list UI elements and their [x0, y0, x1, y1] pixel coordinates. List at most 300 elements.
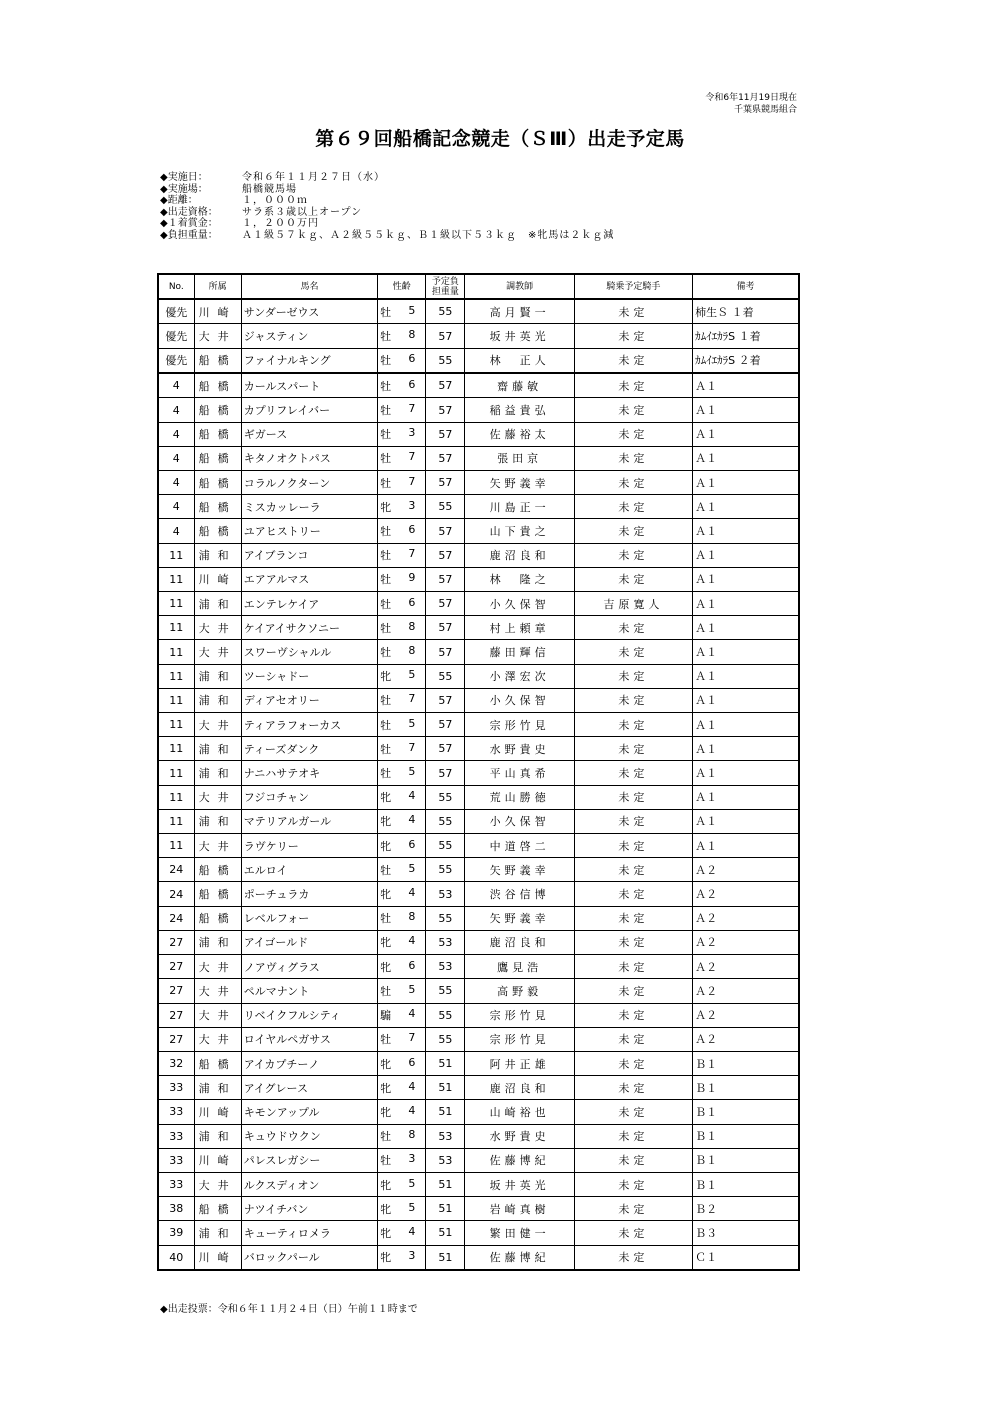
cell-remarks: Ａ１ — [693, 785, 799, 809]
cell-age: 4 — [408, 1103, 416, 1117]
table-row — [158, 1027, 799, 1051]
cell-sex: 牡 — [380, 718, 392, 732]
cell-age: 7 — [408, 740, 416, 754]
cell-affiliation: 船橋 — [194, 348, 241, 373]
cell-trainer: 鹿沼良和 — [465, 930, 574, 954]
header-weight-line2: 担重量 — [431, 286, 459, 297]
cell-sex-age — [378, 955, 426, 979]
cell-no: 27 — [158, 930, 194, 954]
cell-no: 11 — [158, 567, 194, 591]
cell-sex-age — [378, 1245, 426, 1270]
cell-remarks: Ａ２ — [693, 1027, 799, 1051]
cell-sex: 牝 — [380, 500, 392, 514]
cell-horse-name: レベルフォー — [241, 906, 377, 930]
cell-jockey: 未定 — [574, 640, 692, 664]
cell-remarks: Ｂ２ — [693, 1197, 799, 1221]
cell-sex-age — [378, 495, 426, 519]
cell-horse-name: バロックパール — [241, 1245, 377, 1270]
cell-jockey: 未定 — [574, 1027, 692, 1051]
cell-age: 5 — [408, 1200, 416, 1214]
cell-no: 11 — [158, 834, 194, 858]
cell-age: 9 — [408, 571, 416, 585]
cell-no: 33 — [158, 1076, 194, 1100]
cell-jockey: 未定 — [574, 809, 692, 833]
cell-remarks: Ｃ１ — [693, 1245, 799, 1270]
cell-sex-age — [378, 1027, 426, 1051]
cell-age: 8 — [408, 1128, 416, 1142]
cell-horse-name: ディアセオリー — [241, 688, 377, 712]
table-row — [158, 809, 799, 833]
cell-no: 11 — [158, 664, 194, 688]
cell-weight: 57 — [426, 543, 465, 567]
cell-no: 優先 — [158, 324, 194, 348]
cell-no: 11 — [158, 616, 194, 640]
cell-sex-age — [378, 324, 426, 348]
cell-affiliation: 浦和 — [194, 761, 241, 785]
cell-weight: 55 — [426, 1003, 465, 1027]
cell-jockey: 未定 — [574, 519, 692, 543]
cell-jockey: 未定 — [574, 834, 692, 858]
table-row — [158, 1148, 799, 1172]
cell-no: 4 — [158, 373, 194, 398]
table-row — [158, 640, 799, 664]
cell-remarks: Ａ１ — [693, 713, 799, 737]
cell-trainer: 矢野義幸 — [465, 906, 574, 930]
cell-trainer: 佐藤裕太 — [465, 422, 574, 446]
info-row-weight-rule — [160, 230, 614, 242]
cell-affiliation: 浦和 — [194, 664, 241, 688]
cell-trainer: 鷹見浩 — [465, 955, 574, 979]
cell-affiliation: 船橋 — [194, 882, 241, 906]
cell-weight: 51 — [426, 1221, 465, 1245]
cell-remarks: Ａ２ — [693, 930, 799, 954]
cell-trainer: 佐藤博紀 — [465, 1245, 574, 1270]
table-row — [158, 299, 799, 324]
cell-sex-age — [378, 1148, 426, 1172]
cell-sex: 牝 — [380, 791, 392, 805]
table-row — [158, 1124, 799, 1148]
cell-remarks: ｶﾑｲｴｶﾗS ２着 — [693, 348, 799, 373]
info-value: Ａ１級５７ｋｇ、Ａ２級５５ｋｇ、Ｂ１級以下５３ｋｇ ※牝馬は２ｋｇ減 — [242, 229, 615, 241]
table-row — [158, 471, 799, 495]
cell-jockey: 未定 — [574, 1051, 692, 1075]
cell-affiliation: 浦和 — [194, 688, 241, 712]
cell-no: 24 — [158, 882, 194, 906]
cell-sex: 牡 — [380, 646, 392, 660]
cell-trainer: 山崎裕也 — [465, 1100, 574, 1124]
cell-weight: 55 — [426, 858, 465, 882]
cell-age: 4 — [408, 1224, 416, 1238]
cell-age: 5 — [408, 716, 416, 730]
cell-no: 優先 — [158, 299, 194, 324]
cell-sex: 牡 — [380, 476, 392, 490]
cell-age: 6 — [408, 595, 416, 609]
cell-trainer: 藤田輝信 — [465, 640, 574, 664]
cell-no: 38 — [158, 1197, 194, 1221]
cell-sex: 牡 — [380, 305, 392, 319]
cell-no: 4 — [158, 446, 194, 470]
header-weight — [426, 274, 465, 299]
info-value: 船橋競馬場 — [242, 183, 297, 195]
cell-sex: 牝 — [380, 936, 392, 950]
cell-remarks: Ａ１ — [693, 761, 799, 785]
cell-horse-name: ペルマナント — [241, 979, 377, 1003]
cell-remarks: Ａ２ — [693, 955, 799, 979]
cell-age: 8 — [408, 644, 416, 658]
cell-jockey: 未定 — [574, 930, 692, 954]
cell-horse-name: キューティロメラ — [241, 1221, 377, 1245]
cell-sex-age — [378, 519, 426, 543]
header-remarks: 備考 — [693, 274, 799, 299]
cell-sex: 牡 — [380, 330, 392, 343]
info-label: ◆距離： — [160, 195, 198, 206]
cell-affiliation: 浦和 — [194, 543, 241, 567]
cell-weight: 57 — [426, 761, 465, 785]
cell-no: 11 — [158, 640, 194, 664]
cell-sex: 牡 — [380, 379, 392, 393]
cell-horse-name: キモンアップル — [241, 1100, 377, 1124]
cell-horse-name: ナニハサテオキ — [241, 761, 377, 785]
cell-sex-age — [378, 1124, 426, 1148]
cell-age: 7 — [408, 1031, 416, 1045]
cell-weight: 57 — [426, 737, 465, 761]
cell-sex-age — [378, 592, 426, 616]
table-row — [158, 1100, 799, 1124]
cell-no: 優先 — [158, 348, 194, 373]
cell-remarks: Ａ１ — [693, 543, 799, 567]
cell-sex-age — [378, 809, 426, 833]
cell-no: 11 — [158, 713, 194, 737]
cell-trainer: 渋谷信博 — [465, 882, 574, 906]
cell-jockey: 未定 — [574, 1148, 692, 1172]
cell-remarks: Ｂ１ — [693, 1148, 799, 1172]
cell-horse-name: アイブランコ — [241, 543, 377, 567]
race-info — [160, 172, 614, 241]
cell-age: 6 — [408, 377, 416, 391]
cell-no: 27 — [158, 1027, 194, 1051]
cell-affiliation: 大井 — [194, 834, 241, 858]
table-row — [158, 761, 799, 785]
cell-affiliation: 川崎 — [194, 1148, 241, 1172]
cell-affiliation: 大井 — [194, 1027, 241, 1051]
cell-horse-name: キュウドウクン — [241, 1124, 377, 1148]
cell-trainer: 小久保智 — [465, 809, 574, 833]
cell-age: 8 — [408, 910, 416, 924]
cell-sex: 牝 — [380, 1081, 392, 1095]
cell-weight: 51 — [426, 1245, 465, 1270]
cell-trainer: 小久保智 — [465, 592, 574, 616]
cell-jockey: 未定 — [574, 348, 692, 373]
cell-jockey: 未定 — [574, 543, 692, 567]
cell-trainer: 稲益貴弘 — [465, 398, 574, 422]
info-row-venue — [160, 184, 614, 196]
cell-remarks: Ｂ１ — [693, 1100, 799, 1124]
cell-affiliation: 川崎 — [194, 1100, 241, 1124]
cell-sex-age — [378, 373, 426, 398]
cell-horse-name: エルロイ — [241, 858, 377, 882]
table-row — [158, 955, 799, 979]
cell-sex: 牝 — [380, 1057, 392, 1071]
cell-age: 4 — [408, 1007, 416, 1021]
cell-affiliation: 浦和 — [194, 930, 241, 954]
cell-sex: 牡 — [380, 742, 392, 756]
table-row — [158, 373, 799, 398]
cell-weight: 55 — [426, 834, 465, 858]
cell-horse-name: アイゴールド — [241, 930, 377, 954]
table-row — [158, 785, 799, 809]
table-row — [158, 519, 799, 543]
cell-sex-age — [378, 299, 426, 324]
header-weight-line1: 予定負 — [431, 276, 459, 287]
cell-jockey: 未定 — [574, 1100, 692, 1124]
cell-jockey: 未定 — [574, 616, 692, 640]
cell-no: 4 — [158, 398, 194, 422]
cell-jockey: 未定 — [574, 1124, 692, 1148]
cell-weight: 51 — [426, 1100, 465, 1124]
cell-horse-name: リベイクフルシティ — [241, 1003, 377, 1027]
cell-affiliation: 大井 — [194, 640, 241, 664]
cell-remarks: Ａ１ — [693, 446, 799, 470]
footer-note: ◆出走投票：令和６年１１月２４日（日）午前１１時まで — [160, 1304, 418, 1315]
cell-horse-name: スワーヴシャルル — [241, 640, 377, 664]
cell-age: 7 — [408, 450, 416, 464]
cell-remarks: Ｂ１ — [693, 1124, 799, 1148]
header-trainer: 調教師 — [465, 274, 574, 299]
cell-jockey: 未定 — [574, 882, 692, 906]
cell-sex-age — [378, 567, 426, 591]
cell-weight: 55 — [426, 299, 465, 324]
cell-sex-age — [378, 1172, 426, 1196]
cell-no: 32 — [158, 1051, 194, 1075]
cell-remarks: Ａ１ — [693, 809, 799, 833]
cell-affiliation: 大井 — [194, 955, 241, 979]
table-row — [158, 324, 799, 348]
cell-sex: 牝 — [380, 960, 392, 974]
table-row — [158, 422, 799, 446]
cell-jockey: 未定 — [574, 1076, 692, 1100]
cell-horse-name: ラヴケリー — [241, 834, 377, 858]
cell-jockey: 未定 — [574, 785, 692, 809]
cell-trainer: 山下貴之 — [465, 519, 574, 543]
cell-sex-age — [378, 616, 426, 640]
cell-sex: 牡 — [380, 1154, 392, 1168]
cell-trainer: 小久保智 — [465, 688, 574, 712]
cell-sex: 牡 — [380, 597, 392, 611]
cell-jockey: 未定 — [574, 761, 692, 785]
cell-age: 5 — [408, 303, 416, 317]
cell-trainer: 小澤宏次 — [465, 664, 574, 688]
cell-remarks: Ａ１ — [693, 640, 799, 664]
cell-trainer: 矢野義幸 — [465, 471, 574, 495]
table-row — [158, 979, 799, 1003]
cell-weight: 57 — [426, 324, 465, 348]
page-title: 第６９回船橋記念競走（ＳⅢ）出走予定馬 — [315, 128, 685, 150]
cell-weight: 53 — [426, 1124, 465, 1148]
cell-age: 4 — [408, 886, 416, 900]
cell-jockey: 未定 — [574, 471, 692, 495]
cell-affiliation: 大井 — [194, 1003, 241, 1027]
info-label: ◆負担重量： — [160, 229, 218, 241]
table-row — [158, 1172, 799, 1196]
cell-affiliation: 大井 — [194, 324, 241, 348]
cell-jockey: 未定 — [574, 955, 692, 979]
cell-sex: 牝 — [380, 1251, 392, 1265]
cell-age: 4 — [408, 813, 416, 827]
cell-horse-name: カールスパート — [241, 373, 377, 398]
table-row — [158, 543, 799, 567]
cell-sex-age — [378, 1003, 426, 1027]
cell-jockey: 未定 — [574, 1245, 692, 1270]
cell-jockey: 未定 — [574, 737, 692, 761]
info-label: ◆実施場： — [160, 183, 208, 195]
cell-sex-age — [378, 882, 426, 906]
cell-age: 4 — [408, 934, 416, 948]
table-row — [158, 1197, 799, 1221]
cell-no: 11 — [158, 761, 194, 785]
cell-jockey: 未定 — [574, 422, 692, 446]
cell-trainer: 高野毅 — [465, 979, 574, 1003]
cell-trainer: 宗形竹見 — [465, 713, 574, 737]
cell-sex: 牡 — [380, 452, 392, 466]
cell-horse-name: ユアヒストリー — [241, 519, 377, 543]
cell-trainer: 平山真希 — [465, 761, 574, 785]
cell-sex: 牡 — [380, 428, 392, 442]
cell-horse-name: フジコチャン — [241, 785, 377, 809]
cell-affiliation: 大井 — [194, 1172, 241, 1196]
cell-trainer: 岩崎真樹 — [465, 1197, 574, 1221]
cell-horse-name: ノアヴィグラス — [241, 955, 377, 979]
cell-age: 6 — [408, 1055, 416, 1069]
cell-sex: 牡 — [380, 984, 392, 998]
cell-horse-name: ティーズダンク — [241, 737, 377, 761]
cell-affiliation: 浦和 — [194, 1076, 241, 1100]
cell-no: 27 — [158, 955, 194, 979]
cell-remarks: Ａ１ — [693, 567, 799, 591]
cell-weight: 57 — [426, 640, 465, 664]
cell-affiliation: 川崎 — [194, 299, 241, 324]
cell-trainer: 坂井英光 — [465, 1172, 574, 1196]
cell-no: 39 — [158, 1221, 194, 1245]
cell-trainer: 中道啓二 — [465, 834, 574, 858]
cell-no: 33 — [158, 1124, 194, 1148]
cell-trainer: 張田京 — [465, 446, 574, 470]
cell-remarks: Ｂ１ — [693, 1076, 799, 1100]
cell-trainer: 水野貴史 — [465, 1124, 574, 1148]
cell-horse-name: ケイアイサクソニー — [241, 616, 377, 640]
cell-remarks: Ｂ１ — [693, 1172, 799, 1196]
cell-no: 4 — [158, 422, 194, 446]
cell-no: 4 — [158, 471, 194, 495]
table-row — [158, 906, 799, 930]
cell-weight: 55 — [426, 979, 465, 1003]
cell-remarks: Ａ２ — [693, 858, 799, 882]
cell-jockey: 未定 — [574, 664, 692, 688]
cell-sex: 牡 — [380, 863, 392, 877]
cell-jockey: 未定 — [574, 858, 692, 882]
cell-affiliation: 船橋 — [194, 398, 241, 422]
cell-affiliation: 大井 — [194, 616, 241, 640]
cell-remarks: Ａ２ — [693, 1003, 799, 1027]
cell-no: 11 — [158, 737, 194, 761]
cell-sex-age — [378, 979, 426, 1003]
cell-affiliation: 浦和 — [194, 592, 241, 616]
cell-affiliation: 船橋 — [194, 858, 241, 882]
cell-weight: 57 — [426, 713, 465, 737]
cell-trainer: 村上頼章 — [465, 616, 574, 640]
cell-remarks: Ａ１ — [693, 616, 799, 640]
cell-trainer: 阿井正雄 — [465, 1051, 574, 1075]
cell-no: 11 — [158, 688, 194, 712]
cell-age: 3 — [408, 426, 416, 440]
header-sex-age: 性齢 — [378, 274, 426, 299]
cell-age: 7 — [408, 474, 416, 488]
cell-weight: 57 — [426, 398, 465, 422]
cell-affiliation: 浦和 — [194, 737, 241, 761]
cell-affiliation: 浦和 — [194, 1124, 241, 1148]
cell-sex: 牡 — [380, 1033, 392, 1047]
cell-sex-age — [378, 446, 426, 470]
cell-trainer: 矢野義幸 — [465, 858, 574, 882]
cell-no: 11 — [158, 592, 194, 616]
cell-weight: 55 — [426, 664, 465, 688]
info-value: １，２００万円 — [242, 218, 319, 229]
cell-jockey: 吉原寛人 — [574, 592, 692, 616]
cell-sex-age — [378, 1076, 426, 1100]
cell-sex-age — [378, 422, 426, 446]
cell-sex-age — [378, 1051, 426, 1075]
cell-sex: 牡 — [380, 549, 392, 563]
cell-no: 33 — [158, 1100, 194, 1124]
cell-remarks: Ｂ１ — [693, 1051, 799, 1075]
cell-remarks: ｶﾑｲｴｶﾗS １着 — [693, 324, 799, 348]
cell-horse-name: カプリフレイバー — [241, 398, 377, 422]
cell-age: 4 — [408, 1079, 416, 1093]
cell-horse-name: パレスレガシー — [241, 1148, 377, 1172]
cell-age: 3 — [408, 1249, 416, 1263]
cell-sex-age — [378, 543, 426, 567]
table-row — [158, 737, 799, 761]
cell-jockey: 未定 — [574, 1197, 692, 1221]
cell-no: 27 — [158, 1003, 194, 1027]
cell-sex: 牝 — [380, 1226, 392, 1240]
cell-affiliation: 船橋 — [194, 1197, 241, 1221]
info-row-distance — [160, 195, 614, 207]
entries-table — [157, 273, 800, 1271]
cell-weight: 55 — [426, 495, 465, 519]
cell-horse-name: キタノオクトパス — [241, 446, 377, 470]
cell-sex: 牝 — [380, 1105, 392, 1119]
cell-sex-age — [378, 640, 426, 664]
cell-sex: 牡 — [380, 767, 392, 781]
cell-sex-age — [378, 348, 426, 373]
cell-age: 6 — [408, 352, 416, 366]
cell-sex: 牡 — [380, 573, 392, 587]
cell-no: 4 — [158, 495, 194, 519]
cell-horse-name: ロイヤルペガサス — [241, 1027, 377, 1051]
cell-affiliation: 船橋 — [194, 471, 241, 495]
cell-affiliation: 川崎 — [194, 1245, 241, 1270]
cell-remarks: Ａ１ — [693, 495, 799, 519]
table-row — [158, 495, 799, 519]
cell-remarks: Ａ２ — [693, 882, 799, 906]
cell-horse-name: ルクスディオン — [241, 1172, 377, 1196]
cell-affiliation: 大井 — [194, 713, 241, 737]
cell-weight: 57 — [426, 373, 465, 398]
cell-jockey: 未定 — [574, 373, 692, 398]
cell-weight: 51 — [426, 1076, 465, 1100]
cell-remarks: Ａ１ — [693, 373, 799, 398]
cell-weight: 55 — [426, 785, 465, 809]
